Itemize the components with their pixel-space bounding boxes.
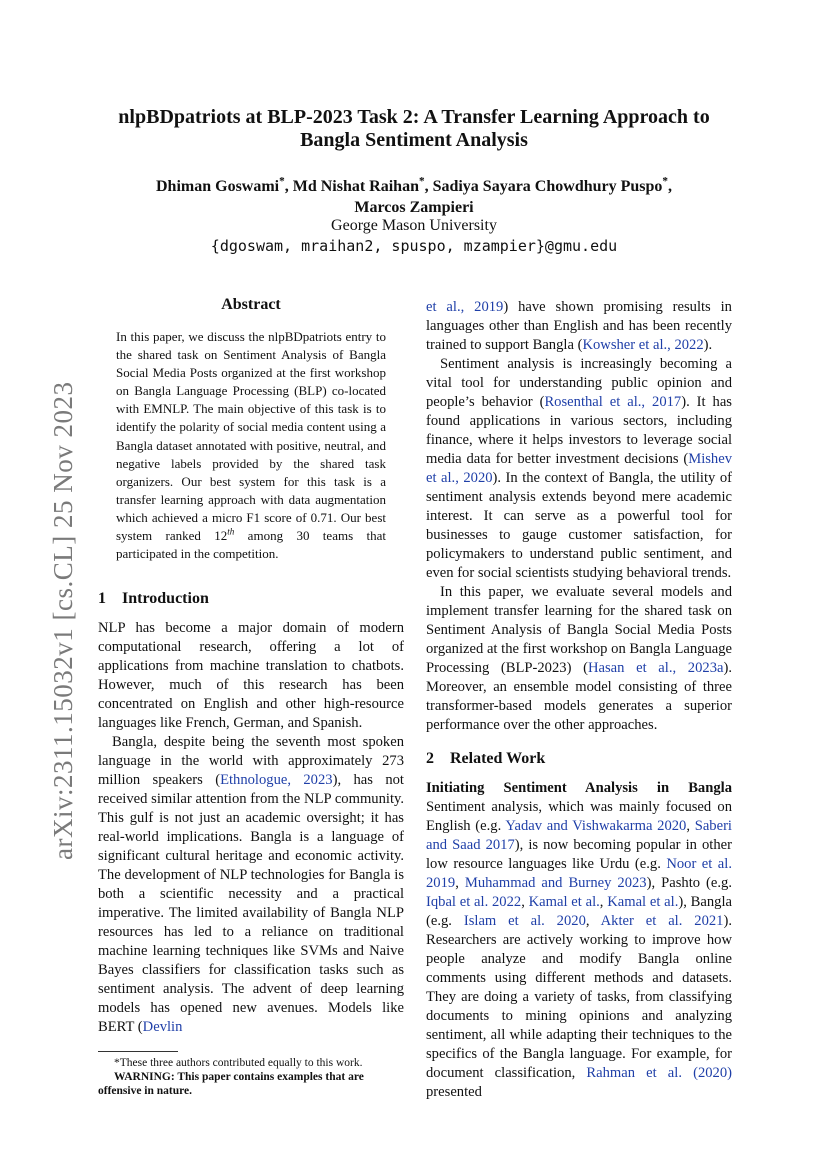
section-title: Related Work <box>450 750 546 767</box>
paragraph-text: ), has not received similar attention from the NLP community. This gulf is not just an academic oversight; it has real-world implications. Bangla is a language of significant cultural heritage and economic activity. The development of NLP technologies for Bangla is both a scientific necessity and a practical imperative. The limited availability of Bangla NLP resources has led to a reliance on traditional machine learning techniques like SVMs and Naive Bayes classifiers for classification tasks such as sentiment analysis. The advent of deep learning models has opened new avenues. Models like BERT ( <box>98 772 404 1036</box>
paragraph-text: ), is now becoming popular in other low resource languages like Urdu (e.g. <box>426 837 732 872</box>
equal-contribution-mark: * <box>418 175 425 188</box>
citation-link[interactable]: Devlin <box>142 1019 183 1036</box>
paragraph-text: ). Moreover, an ensemble model consisting of three transformer-based models generates a superior performance over the other approaches. <box>426 660 732 733</box>
paragraph-text: In this paper, we evaluate several models and implement transfer learning for the shared task on Sentiment Analysis of Bangla Social Media Posts organized at the first workshop on Bangla Language Processing (BLP-2023) ( <box>426 584 732 676</box>
author-name: Md Nishat Raihan <box>292 178 419 195</box>
citation-link[interactable]: Rahman et al. (2020) <box>586 1065 732 1081</box>
affiliation: George Mason University <box>331 217 497 234</box>
abstract-body-end: among 30 teams that participated in the competition. <box>116 528 387 562</box>
paragraph-text: presented <box>426 1084 482 1100</box>
section-heading-introduction <box>98 589 404 609</box>
abstract-body: In this paper, we discuss the nlpBDpatriots entry to the shared task on Sentiment Analysis of Bangla Social Media Posts organized at the first workshop on Bangla Language Processing (BLP) co-located with EMNLP. The main objective of this task is to identify the polarity of social media content using a Bangla dataset annotated with positive, neutral, and negative labels provided by the shared task organizers. Our best system for this task is a transfer learning approach with data augmentation which achieved a micro F1 score of 0.71. Our best system ranked 12 <box>116 329 386 544</box>
section-heading-related-work <box>426 749 732 769</box>
title-line-2: Bangla Sentiment Analysis <box>300 129 528 151</box>
paragraph-text: , <box>599 894 608 910</box>
abstract-text <box>116 328 386 563</box>
citation-link[interactable]: Yadav and Vishwakarma 2020 <box>505 818 687 834</box>
footnotes <box>98 1056 404 1098</box>
author-separator: , <box>668 178 672 195</box>
equal-contribution-mark: * <box>662 175 668 188</box>
author-name: Marcos Zampieri <box>354 199 474 216</box>
paragraph-text: ). Researchers are actively working to improve how people analyze and modify Bangla online comments using different methods and datasets. They are doing a variety of tasks, from classifying documents to mining opinions and analyzing sentiment, all while adapting their techniques to the specifics of the Bangla language. For example, for document classification, <box>426 913 732 1081</box>
related-work-paragraph <box>426 779 732 1102</box>
footnote-warning: WARNING: This paper contains examples that are offensive in nature. <box>98 1071 364 1098</box>
paragraph-text: ), Bangla (e.g. <box>426 894 732 929</box>
paper-title <box>100 106 728 152</box>
citation-link[interactable]: Akter et al. 2021 <box>600 913 724 929</box>
author-separator: , <box>424 178 433 195</box>
paragraph-text: , <box>686 818 695 834</box>
citation-link[interactable]: Iqbal et al. 2022 <box>426 894 522 910</box>
author-emails: {dgoswam, mraihan2, spuspo, mzampier}@gmu.edu <box>210 237 618 255</box>
citation-link[interactable]: Hasan et al., 2023a <box>587 660 724 676</box>
right-column <box>426 298 732 1102</box>
abstract-heading: Abstract <box>221 296 281 313</box>
intro-paragraph-1: NLP has become a major domain of modern computational research, offering a lot of applications from machine translation to chatbots. However, much of this research has been concentrated on English and other high-resource languages like French, German, and Spanish. <box>98 620 404 732</box>
paragraph-text: Bangla, despite being the seventh most spoken language in the world with approximately 273 million speakers ( <box>98 734 404 789</box>
section-title: Introduction <box>122 590 209 608</box>
paragraph-text: , <box>585 913 601 929</box>
intro-paragraph-2 <box>98 733 404 1037</box>
citation-link[interactable]: Islam et al. 2020 <box>463 913 586 929</box>
author-name: Sadiya Sayara Chowdhury Puspo <box>432 178 663 195</box>
paragraph-text: , <box>455 875 465 891</box>
author-name: Dhiman Goswami <box>156 178 280 195</box>
intro-paragraph-2-continued <box>426 298 732 355</box>
intro-paragraph-4 <box>426 583 732 735</box>
paragraph-text: Sentiment analysis is increasingly becoming a vital tool for understanding public opinion and people’s behavior ( <box>426 356 732 410</box>
footnote-rule <box>98 1051 178 1052</box>
citation-link[interactable]: Ethnologue, 2023 <box>220 772 333 789</box>
paragraph-text: ). In the context of Bangla, the utility of sentiment analysis extends beyond mere academic interest. It can serve as a powerful tool for businesses to gauge customer satisfaction, for policymakers to understand public sentiment, and even for social scientists studying behavioral trends. <box>426 470 732 581</box>
paragraph-text: ). It has found applications in various sectors, including finance, where it helps investors to leverage social media data for better investment decisions ( <box>426 394 732 467</box>
citation-link[interactable]: Kamal et al. <box>528 894 600 910</box>
citation-link[interactable]: et al., 2019 <box>426 299 504 315</box>
left-column <box>98 296 404 1098</box>
arxiv-side-stamp <box>18 360 78 860</box>
paragraph-runin-heading: Initiating Sentiment Analysis in Bangla <box>426 780 732 796</box>
section-number: 2 <box>426 750 434 767</box>
intro-paragraph-3 <box>426 355 732 583</box>
paragraph-text: , <box>521 894 529 910</box>
paragraph-text: ) have shown promising results in languages other than English and has been recently trained to support Bangla ( <box>426 299 732 353</box>
citation-link[interactable]: Kowsher et al., 2022 <box>582 337 704 353</box>
citation-link[interactable]: Muhammad and Burney 2023 <box>464 875 647 891</box>
citation-link[interactable]: Noor et al. 2019 <box>426 856 732 891</box>
citation-link[interactable]: Saberi and Saad 2017 <box>426 818 732 853</box>
author-separator: , <box>284 178 293 195</box>
paragraph-text: ), Pashto (e.g. <box>646 875 732 891</box>
arxiv-identifier: arXiv:2311.15032v1 [cs.CL] 25 Nov 2023 <box>48 381 78 860</box>
rank-superscript: th <box>227 526 235 537</box>
footnote-equal-contribution: *These three authors contributed equally to this work. <box>114 1057 363 1070</box>
section-number: 1 <box>98 590 106 608</box>
paragraph-text: Sentiment analysis, which was mainly focused on English (e.g. <box>426 799 732 834</box>
citation-link[interactable]: Rosenthal et al., 2017 <box>544 394 682 410</box>
citation-link[interactable]: Mishev et al., 2020 <box>426 451 732 486</box>
title-line-1: nlpBDpatriots at BLP-2023 Task 2: A Transfer Learning Approach to <box>118 106 710 128</box>
author-list <box>100 176 728 218</box>
citation-link[interactable]: Kamal et al. <box>607 894 679 910</box>
paragraph-text: ). <box>703 337 713 353</box>
equal-contribution-mark: * <box>279 175 285 188</box>
